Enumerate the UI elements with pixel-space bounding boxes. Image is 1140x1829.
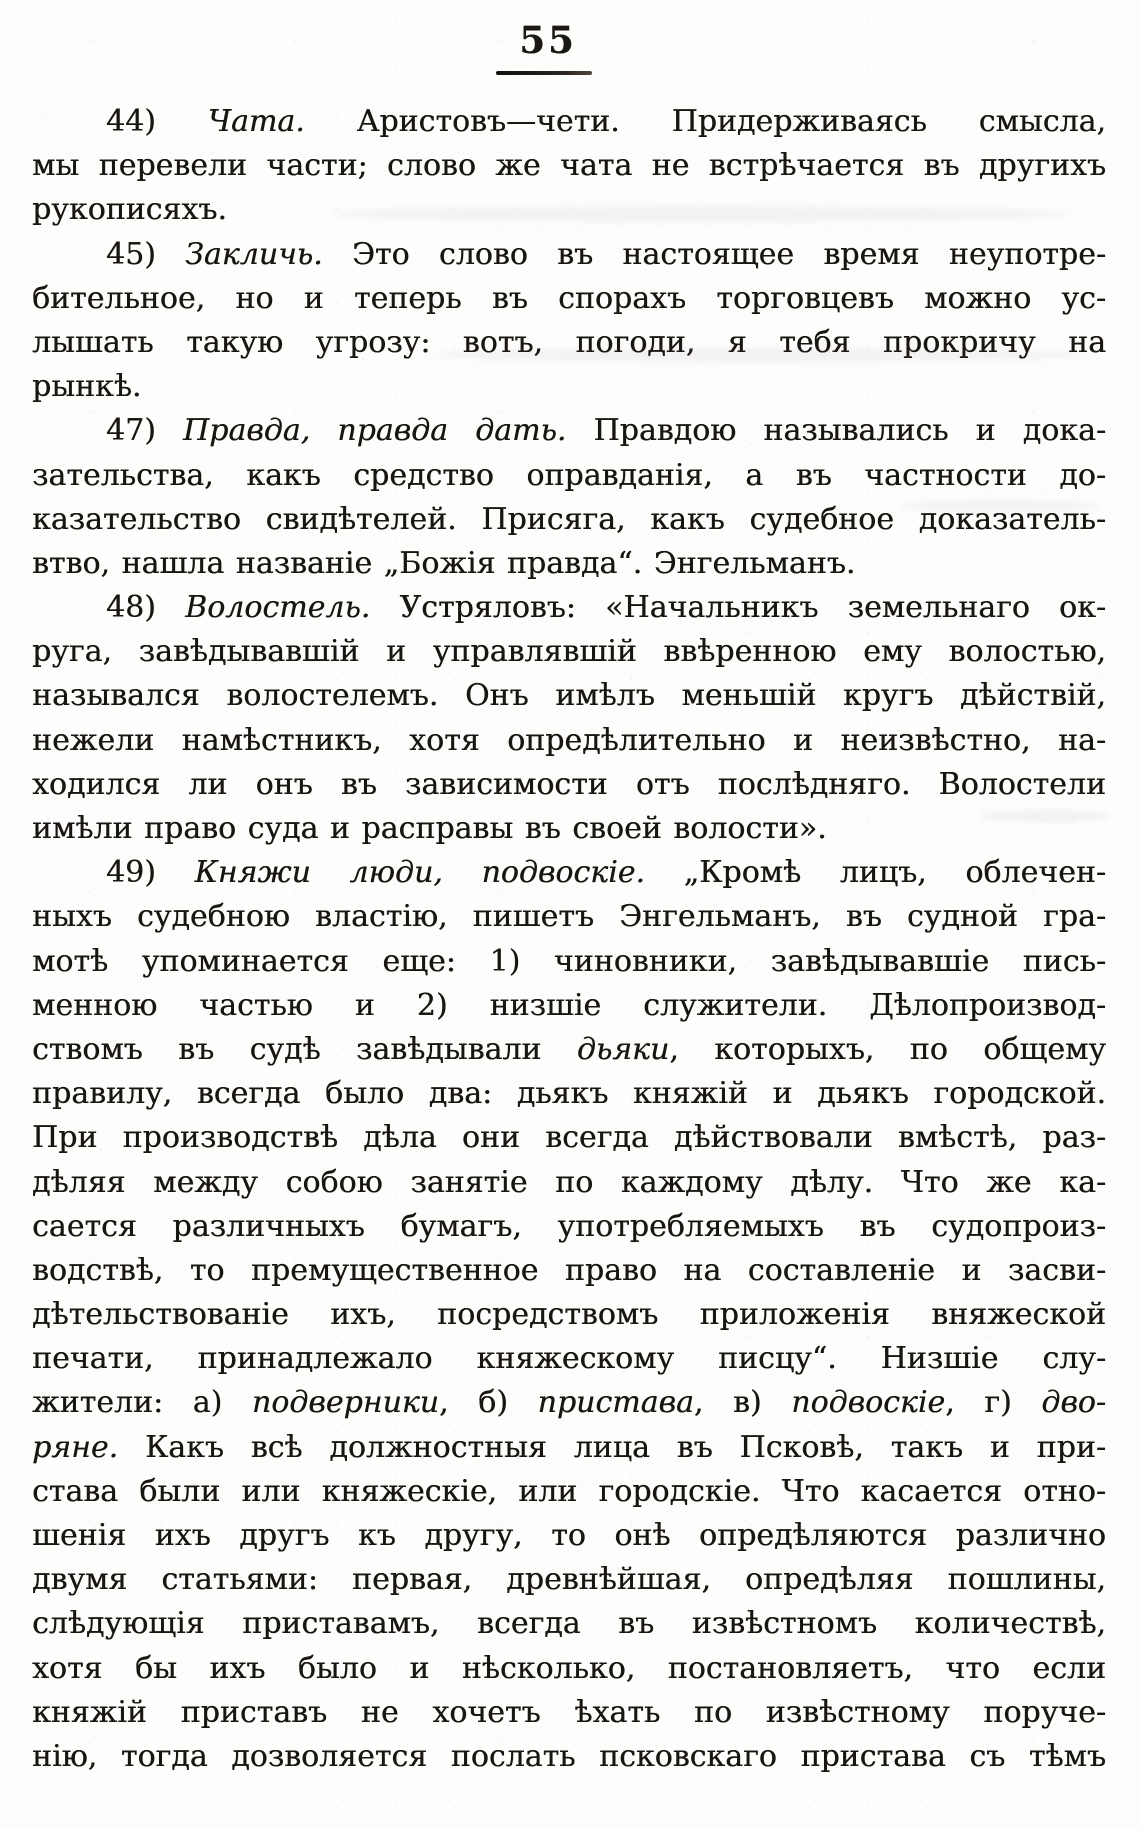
term-italic: подверники — [251, 1385, 440, 1421]
text-segment: рукописяхъ. — [32, 192, 227, 228]
text-segment: княжій приставъ не хочетъ ѣхать по извѣстному поруче- — [32, 1694, 1106, 1730]
text-line — [32, 586, 1106, 630]
text-segment: , которыхъ, по общему — [669, 1031, 1106, 1067]
text-line — [32, 233, 1106, 277]
text-line — [32, 542, 1106, 586]
text-line — [32, 1514, 1106, 1558]
text-segment: печати, принадлежало княжескому писцу“. Низшіе слу- — [32, 1341, 1106, 1377]
text-segment: 45) — [106, 236, 186, 272]
text-segment: Какъ всѣ должностныя лица въ Псковѣ, такъ и при- — [118, 1429, 1106, 1465]
text-segment: мы перевели части; слово же чата не встрѣчается въ другихъ — [32, 148, 1106, 184]
text-segment: водствѣ, то премущественное право на составленіе и засви- — [32, 1252, 1106, 1288]
term-italic: пристава — [537, 1385, 694, 1421]
text-segment: нію, тогда дозволяется послать псковскаго пристава съ тѣмъ — [32, 1738, 1106, 1774]
text-segment: Устряловъ: «Начальникъ земельнаго ок- — [370, 590, 1106, 626]
text-line — [32, 1735, 1106, 1779]
text-line — [32, 851, 1106, 895]
text-segment: , г) — [945, 1385, 1042, 1421]
text-segment: 48) — [106, 590, 186, 626]
text-line — [32, 100, 1106, 144]
text-line — [32, 1558, 1106, 1602]
text-segment: назывался волостелемъ. Онъ имѣлъ меньшій кругъ дѣйствій, — [32, 678, 1106, 714]
text-line — [32, 895, 1106, 939]
text-line — [32, 763, 1106, 807]
text-line — [32, 1293, 1106, 1337]
term-italic: дьяки — [576, 1031, 670, 1067]
text-segment: хотя бы ихъ было и нѣсколько, постановляетъ, что если — [32, 1650, 1106, 1686]
text-segment: правилу, всегда было два: дьякъ княжій и дьякъ городской. — [32, 1076, 1106, 1112]
text-line — [32, 1602, 1106, 1646]
text-line — [32, 1470, 1106, 1514]
text-line — [32, 277, 1106, 321]
text-line — [32, 1205, 1106, 1249]
text-segment: ныхъ судебною властію, пишетъ Энгельманъ, въ судной гра- — [32, 899, 1106, 935]
text-line — [32, 1691, 1106, 1735]
text-segment: 47) — [106, 413, 183, 449]
text-segment: мотѣ упоминается еще: 1) чиновники, завѣдывавшіе пись- — [32, 943, 1106, 979]
text-segment: казательство свидѣтелей. Присяга, какъ судебное доказатель- — [32, 501, 1106, 537]
text-segment: слѣдующія приставамъ, всегда въ извѣстномъ количествѣ, — [32, 1606, 1106, 1642]
term-italic: подвоскіе — [791, 1385, 946, 1421]
text-segment: жители: а) — [32, 1385, 252, 1421]
text-line — [32, 630, 1106, 674]
text-segment: сается различныхъ бумагъ, употребляемыхъ въ судопроиз- — [32, 1208, 1106, 1244]
term-italic: Волостель. — [185, 590, 371, 626]
text-segment: 49) — [106, 855, 195, 891]
text-line — [32, 144, 1106, 188]
text-line — [32, 1028, 1106, 1072]
text-line — [32, 1161, 1106, 1205]
term-italic: ряне. — [32, 1429, 119, 1465]
text-segment: ствомъ въ судѣ завѣдывали — [32, 1031, 577, 1067]
text-segment: имѣли право суда и расправы въ своей волости». — [32, 811, 827, 846]
text-segment: 44) — [106, 104, 208, 139]
text-segment: втво, нашла названіе „Божія правда“. Энгельманъ. — [32, 545, 856, 581]
text-segment: дѣляя между собою занятіе по каждому дѣлу. Что же ка- — [32, 1164, 1106, 1200]
text-segment: Это слово въ настоящее время неупотре- — [322, 236, 1106, 272]
page-number: 55 — [519, 18, 577, 62]
text-line — [32, 719, 1106, 763]
text-line — [32, 1249, 1106, 1293]
text-line — [32, 1426, 1106, 1470]
text-segment: дѣтельствованіе ихъ, посредствомъ приложенія вняжеской — [32, 1297, 1106, 1333]
text-segment: става были или княжескіе, или городскіе. Что касается отно- — [32, 1473, 1106, 1509]
text-segment: руга, завѣдывавшій и управлявшій ввѣренною ему волостью, — [32, 634, 1106, 670]
term-italic: Княжи люди, подвоскіе. — [194, 855, 645, 891]
text-segment: , б) — [439, 1385, 538, 1421]
page-header — [0, 18, 1140, 75]
text-line — [32, 1116, 1106, 1160]
text-segment: , в) — [693, 1385, 792, 1421]
text-line — [32, 807, 1106, 851]
text-line — [32, 1647, 1106, 1691]
text-segment: менною частью и 2) низшіе служители. Дѣлопроизвод- — [32, 987, 1106, 1023]
text-line — [32, 674, 1106, 718]
text-segment: нежели намѣстникъ, хотя опредѣлительно и неизвѣстно, на- — [32, 722, 1106, 758]
text-segment: зательства, какъ средство оправданія, а въ частности до- — [32, 457, 1106, 493]
header-rule — [496, 71, 592, 75]
text-segment: ходился ли онъ въ зависимости отъ послѣдняго. Волостели — [32, 766, 1106, 802]
text-segment: шенія ихъ другъ къ другу, то онѣ опредѣляются различно — [32, 1518, 1106, 1553]
page-text — [32, 100, 1106, 1779]
text-segment: Аристовъ—чети. Придерживаясь смысла, — [304, 104, 1106, 139]
text-segment: лышать такую угрозу: вотъ, погоди, я тебя прокричу на — [32, 324, 1106, 360]
term-italic: Чата. — [207, 104, 305, 139]
text-segment: двумя статьями: первая, древнѣйшая, опредѣляя пошлины, — [32, 1562, 1106, 1598]
term-italic: Правда, правда дать. — [183, 413, 567, 449]
text-segment: „Кромѣ лицъ, облечен- — [645, 855, 1106, 891]
text-line — [32, 188, 1106, 232]
text-line — [32, 409, 1106, 453]
text-line — [32, 321, 1106, 365]
text-segment: При производствѣ дѣла они всегда дѣйствовали вмѣстѣ, раз- — [32, 1120, 1106, 1156]
text-segment: рынкѣ. — [32, 369, 142, 405]
term-italic: Закличь. — [185, 236, 323, 272]
text-line — [32, 1381, 1106, 1425]
text-segment: Правдою назывались и дока- — [566, 413, 1106, 449]
text-line — [32, 454, 1106, 498]
text-line — [32, 940, 1106, 984]
term-italic: дво- — [1041, 1385, 1106, 1421]
text-line — [32, 498, 1106, 542]
text-line — [32, 984, 1106, 1028]
text-segment: бительное, но и теперь въ спорахъ торговцевъ можно ус- — [32, 280, 1106, 316]
text-line — [32, 365, 1106, 409]
text-line — [32, 1337, 1106, 1381]
text-line — [32, 1072, 1106, 1116]
